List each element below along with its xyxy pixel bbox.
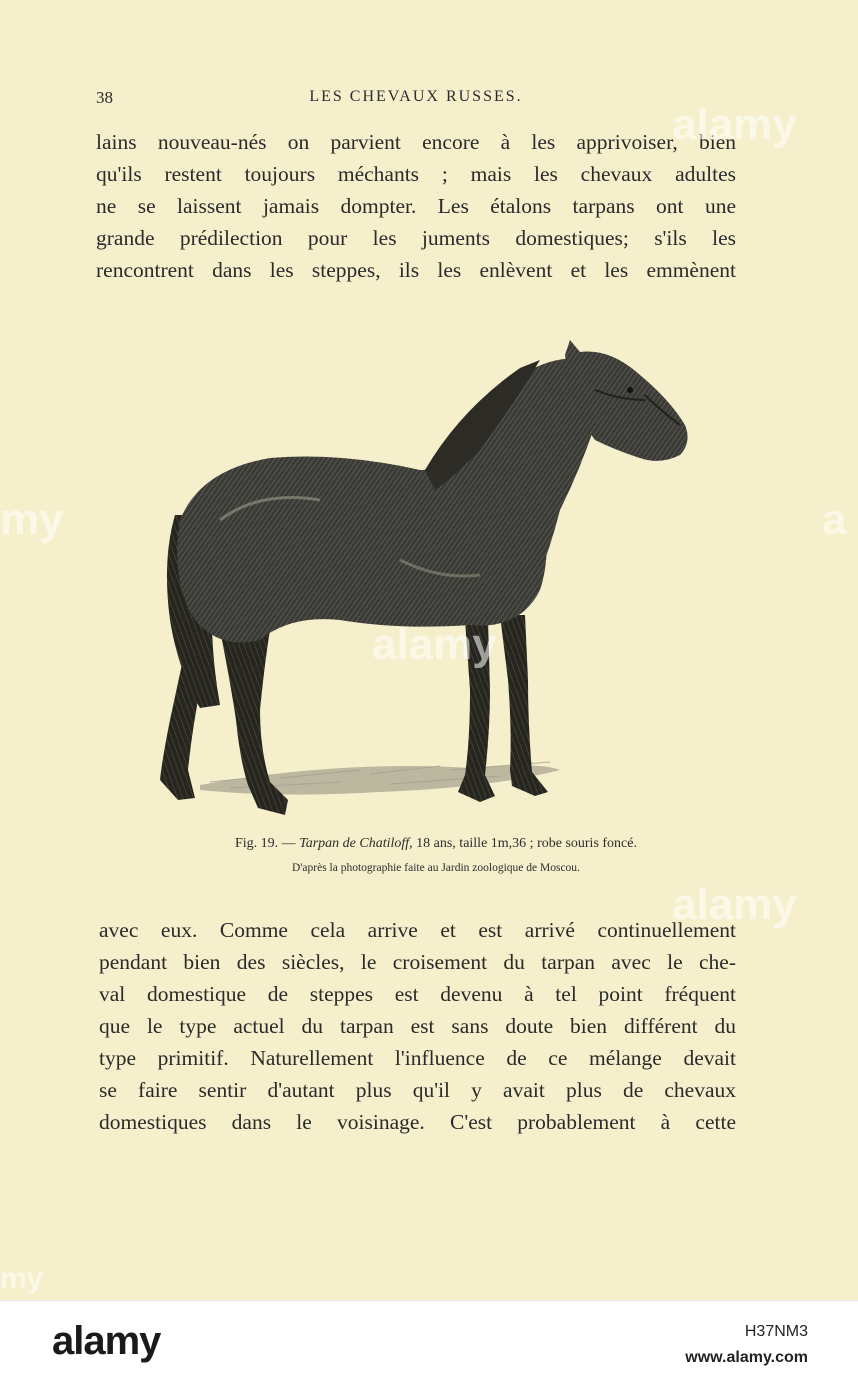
- text-line: rencontrent dans les steppes, ils les enlèvent et les emmènent: [96, 258, 736, 282]
- text-line: grande prédilection pour les juments domestiques; s'ils les: [96, 226, 736, 250]
- watermark: alamy: [672, 880, 797, 929]
- text-line: type primitif. Naturellement l'influence de ce mélange devait: [99, 1046, 736, 1070]
- text-line: lains nouveau-nés on parvient encore à les apprivoiser, bien: [96, 130, 736, 154]
- running-title: LES CHEVAUX RUSSES.: [309, 88, 523, 105]
- watermark: alamy: [672, 100, 797, 149]
- image-id: H37NM3: [744, 1323, 808, 1340]
- caption-title: Tarpan de Chatiloff,: [299, 836, 413, 851]
- text-line: qu'ils restent toujours méchants ; mais les chevaux adultes: [96, 162, 736, 186]
- figure-source-note: D'après la photographie faite au Jardin zoologique de Moscou.: [292, 862, 580, 874]
- figure-caption: [96, 836, 776, 852]
- watermark: a: [822, 495, 847, 544]
- text-line: ne se laissent jamais dompter. Les étalons tarpans ont une: [96, 194, 736, 218]
- caption-prefix: Fig. 19. —: [235, 836, 300, 851]
- alamy-logo: alamy: [52, 1319, 161, 1363]
- text-line: se faire sentir d'autant plus qu'il y avait plus de chevaux: [99, 1078, 736, 1102]
- text-line: domestiques dans le voisinage. C'est probablement à cette: [99, 1110, 736, 1134]
- paragraph-bottom: [99, 914, 736, 1138]
- watermark: alamy: [372, 620, 497, 669]
- watermark: my: [0, 495, 64, 544]
- site-url[interactable]: www.alamy.com: [685, 1349, 808, 1366]
- horse-engraving-illustration: [140, 330, 700, 820]
- page-number: 38: [96, 88, 113, 107]
- text-line: que le type actuel du tarpan est sans doute bien différent du: [99, 1014, 736, 1038]
- stock-footer-bar: [0, 1300, 858, 1391]
- text-line: val domestique de steppes est devenu à tel point fréquent: [99, 982, 736, 1006]
- paragraph-top: [96, 126, 736, 286]
- page-header: [96, 86, 736, 112]
- watermark: my: [0, 1262, 44, 1295]
- text-line: avec eux. Comme cela arrive et est arrivé continuellement: [99, 918, 736, 942]
- caption-details: 18 ans, taille 1m,36 ; robe souris foncé.: [412, 836, 637, 851]
- text-line: pendant bien des siècles, le croisement du tarpan avec le che-: [99, 950, 736, 974]
